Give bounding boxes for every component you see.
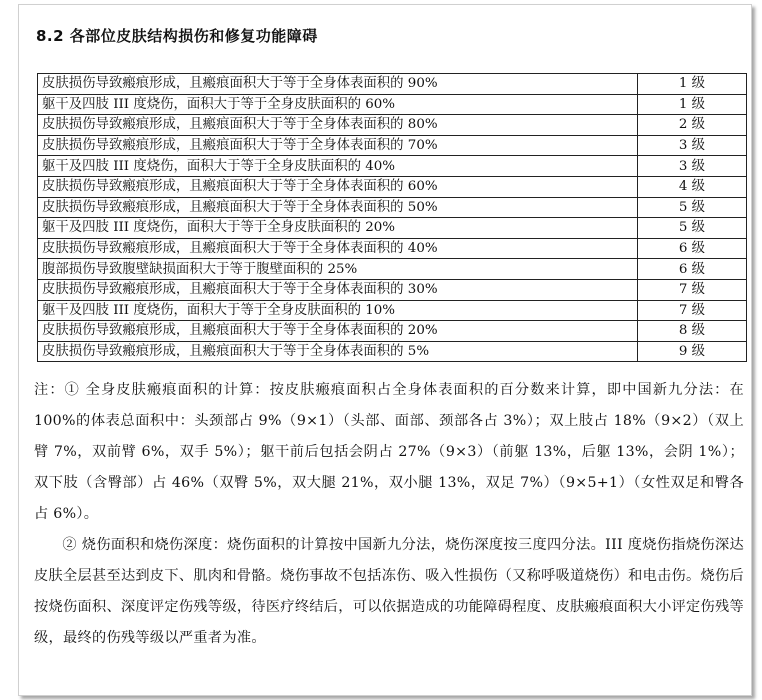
table-row xyxy=(38,341,747,362)
table-row xyxy=(38,197,747,218)
row-level: 6 级 xyxy=(638,259,747,280)
row-level: 3 级 xyxy=(638,135,747,156)
row-level: 9 级 xyxy=(638,341,747,362)
row-level: 7 级 xyxy=(638,279,747,300)
row-level: 1 级 xyxy=(638,74,747,95)
table-body xyxy=(38,74,747,362)
notes-block xyxy=(34,375,744,654)
row-description: 皮肤损伤导致瘢痕形成，且瘢痕面积大于等于全身体表面积的 30% xyxy=(38,279,638,300)
row-description: 躯干及四肢 III 度烧伤，面积大于等于全身皮肤面积的 20% xyxy=(38,218,638,239)
row-level: 8 级 xyxy=(638,321,747,342)
row-description: 皮肤损伤导致瘢痕形成，且瘢痕面积大于等于全身体表面积的 5% xyxy=(38,341,638,362)
row-description: 皮肤损伤导致瘢痕形成，且瘢痕面积大于等于全身体表面积的 50% xyxy=(38,197,638,218)
disability-grade-table xyxy=(37,73,747,362)
table-row xyxy=(38,300,747,321)
row-level: 1 级 xyxy=(638,94,747,115)
table-row xyxy=(38,156,747,177)
row-description: 皮肤损伤导致瘢痕形成，且瘢痕面积大于等于全身体表面积的 60% xyxy=(38,176,638,197)
row-description: 皮肤损伤导致瘢痕形成，且瘢痕面积大于等于全身体表面积的 20% xyxy=(38,321,638,342)
row-description: 躯干及四肢 III 度烧伤，面积大于等于全身皮肤面积的 40% xyxy=(38,156,638,177)
table-row xyxy=(38,279,747,300)
row-description: 皮肤损伤导致瘢痕形成，且瘢痕面积大于等于全身体表面积的 90% xyxy=(38,74,638,95)
row-level: 4 级 xyxy=(638,176,747,197)
row-level: 6 级 xyxy=(638,238,747,259)
row-level: 5 级 xyxy=(638,197,747,218)
row-description: 皮肤损伤导致瘢痕形成，且瘢痕面积大于等于全身体表面积的 70% xyxy=(38,135,638,156)
table-row xyxy=(38,74,747,95)
row-description: 腹部损伤导致腹壁缺损面积大于等于腹壁面积的 25% xyxy=(38,259,638,280)
table-row xyxy=(38,135,747,156)
row-level: 5 级 xyxy=(638,218,747,239)
row-description: 皮肤损伤导致瘢痕形成，且瘢痕面积大于等于全身体表面积的 80% xyxy=(38,115,638,136)
row-level: 7 级 xyxy=(638,300,747,321)
table-row xyxy=(38,94,747,115)
table-row xyxy=(38,115,747,136)
row-description: 躯干及四肢 III 度烧伤，面积大于等于全身皮肤面积的 10% xyxy=(38,300,638,321)
section-title: 8.2 各部位皮肤结构损伤和修复功能障碍 xyxy=(36,27,318,45)
row-description: 皮肤损伤导致瘢痕形成，且瘢痕面积大于等于全身体表面积的 40% xyxy=(38,238,638,259)
table-row xyxy=(38,176,747,197)
note-1: 注：① 全身皮肤瘢痕面积的计算：按皮肤瘢痕面积占全身体表面积的百分数来计算，即中国新九分法：在 100%的体表总面积中：头颈部占 9%（9×1）（头部、面部、颈部各占 3%）；双上肢占 18%（9×2）（双上臂 7%，双前臂 6%，双手 5%）；躯干前后包括会阴占 27%（9×3）（前躯 13%，后躯 13%，会阴 1%）；双下肢（含臀部）占 46%（双臀 5%，双大腿 21%，双小腿 13%，双足 7%）（9×5+1）（女性双足和臀各占 6%）。 xyxy=(34,382,744,522)
table-row xyxy=(38,259,747,280)
note-2: ② 烧伤面积和烧伤深度：烧伤面积的计算按中国新九分法，烧伤深度按三度四分法。III 度烧伤指烧伤深达皮肤全层甚至达到皮下、肌肉和骨骼。烧伤事故不包括冻伤、吸入性损伤（又称呼吸道烧伤）和电击伤。烧伤后按烧伤面积、深度评定伤残等级，待医疗终结后，可以依据造成的功能障碍程度、皮肤瘢痕面积大小评定伤残等级，最终的伤残等级以严重者为准。 xyxy=(34,537,744,646)
row-description: 躯干及四肢 III 度烧伤，面积大于等于全身皮肤面积的 60% xyxy=(38,94,638,115)
table-row xyxy=(38,238,747,259)
row-level: 3 级 xyxy=(638,156,747,177)
table-row xyxy=(38,218,747,239)
row-level: 2 级 xyxy=(638,115,747,136)
document-page xyxy=(18,4,752,696)
table-row xyxy=(38,321,747,342)
